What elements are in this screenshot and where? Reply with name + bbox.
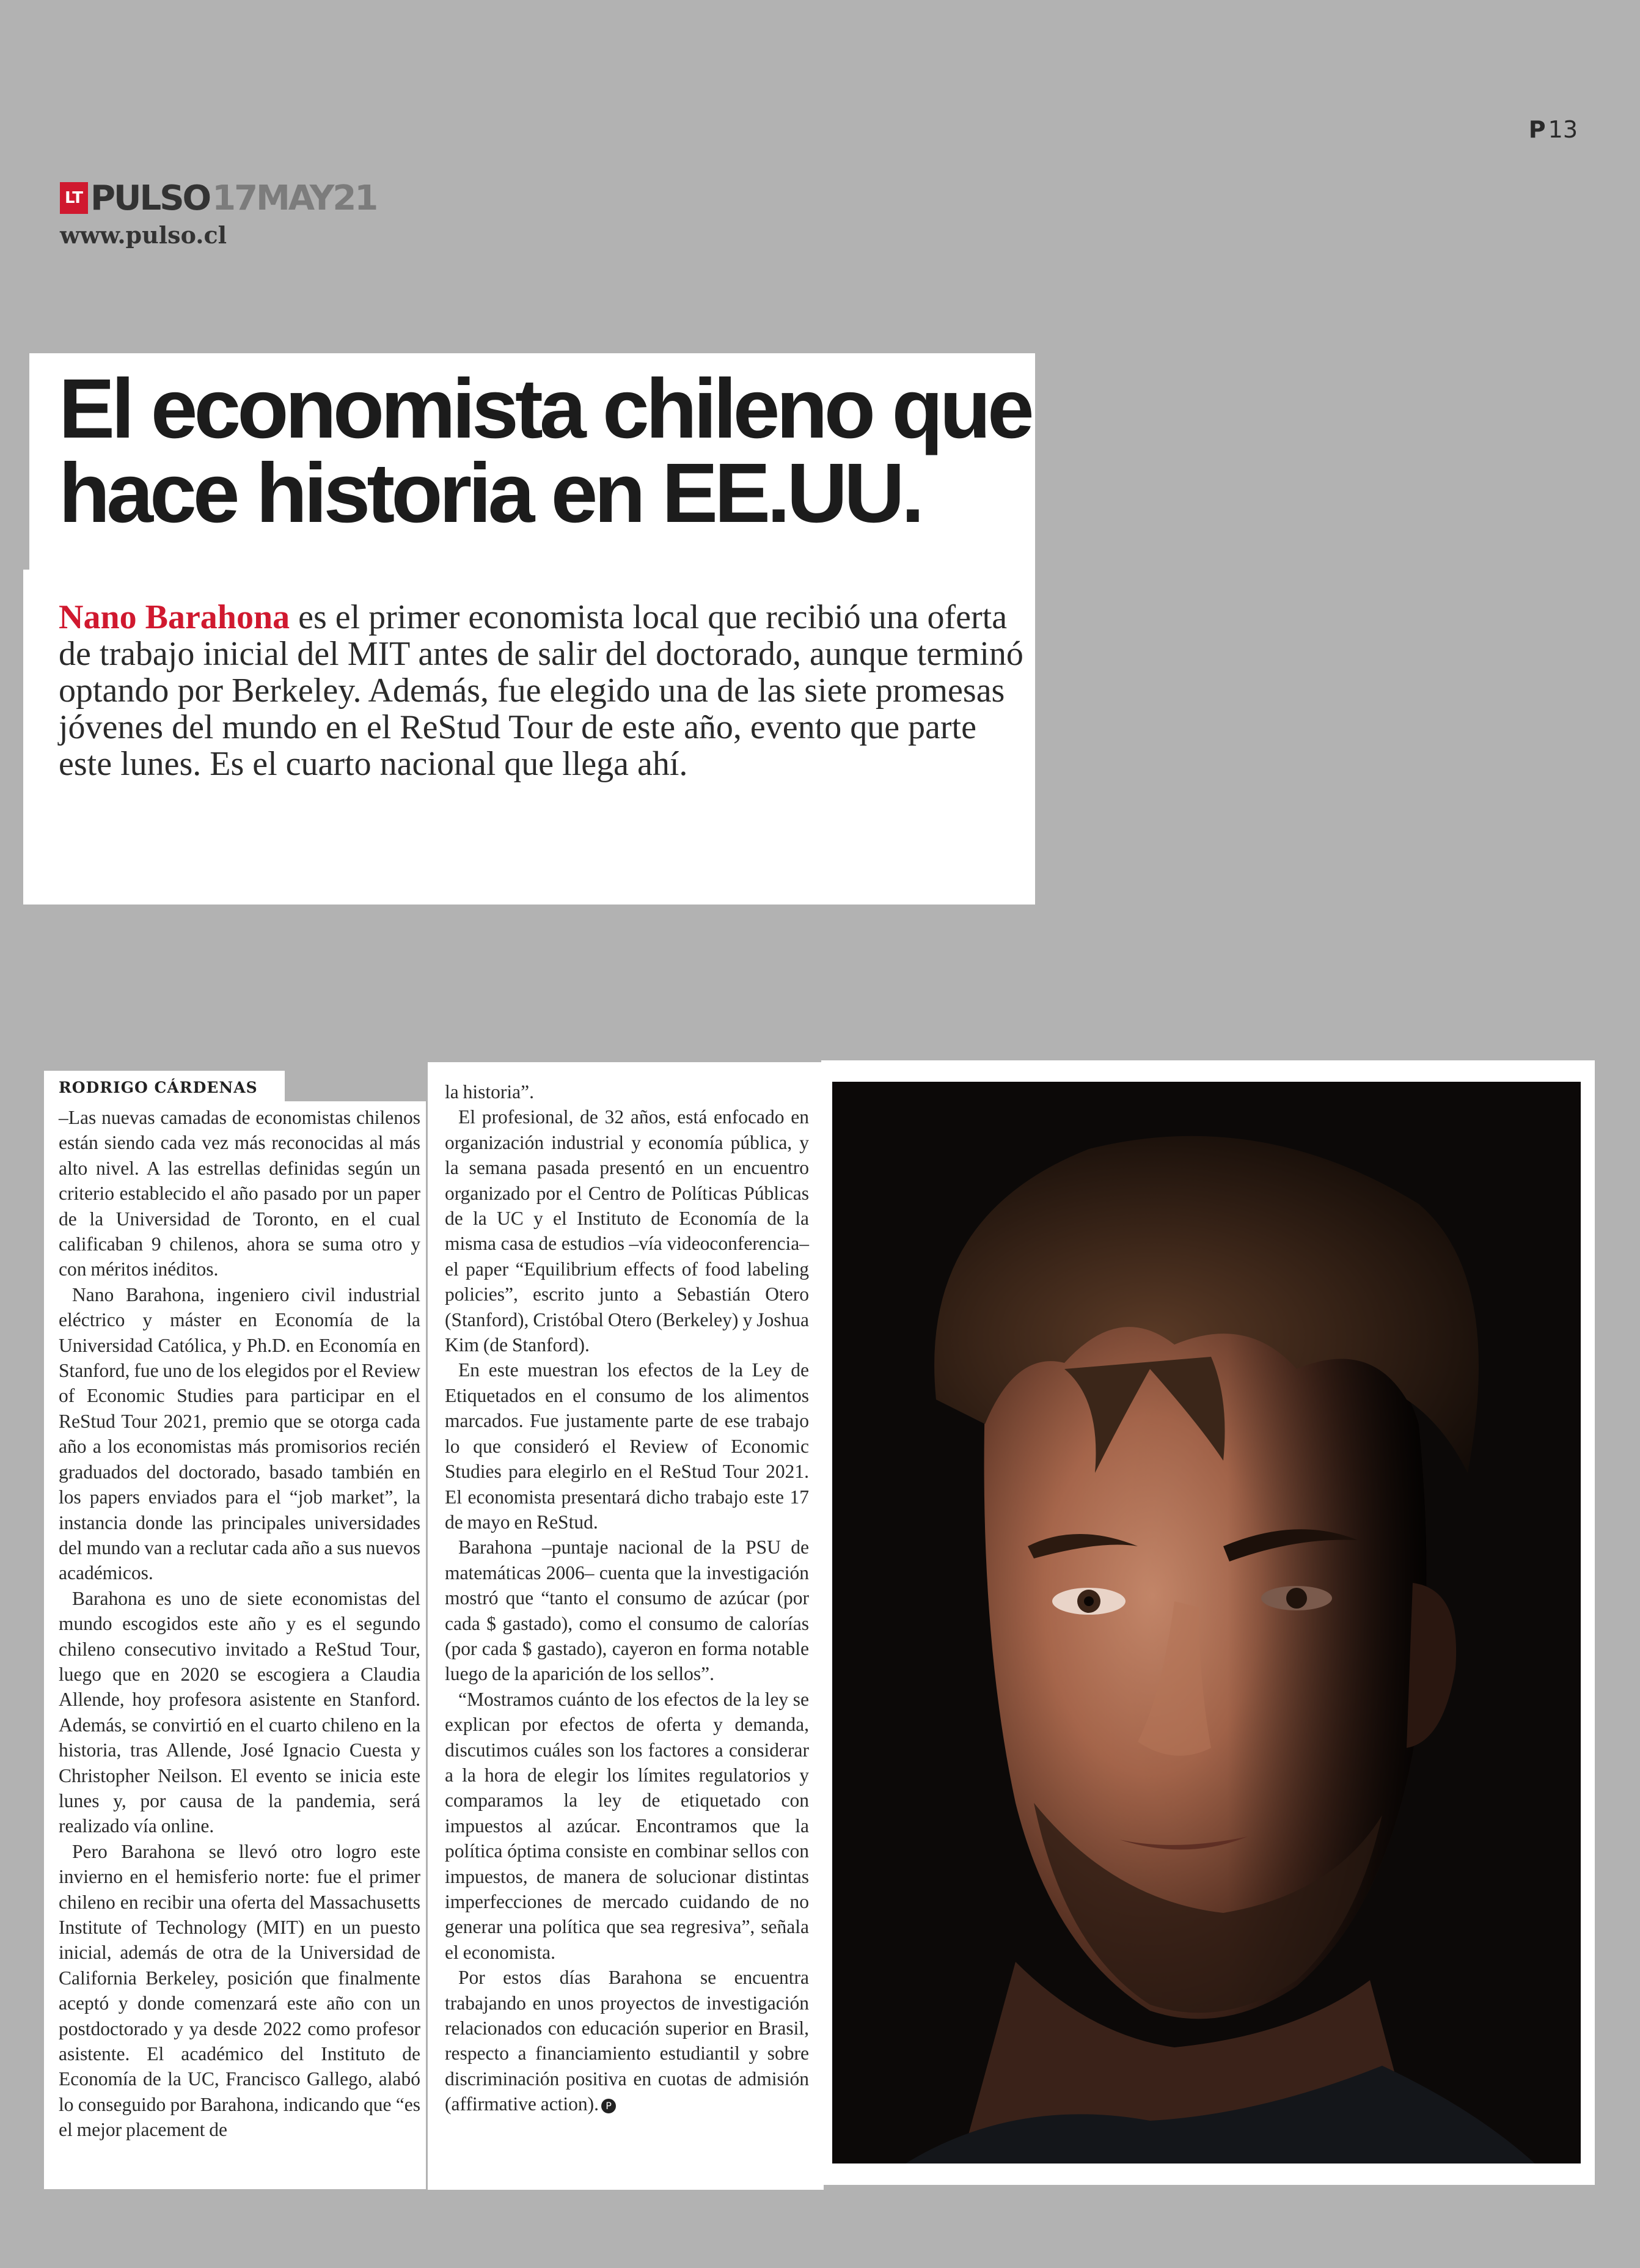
article-column-2 (445, 1079, 809, 2117)
paragraph: Nano Barahona, ingeniero civil industrial eléctrico y máster en Economía de la Universidad Católica, y Ph.D. en Economía en Stanford, fue uno de los elegidos por el Review of Economic Studies para participar en el ReStud Tour 2021, premio que se otorga cada año a los economistas más promisorios recién graduados del doctorado, basado también en los papers enviados para el “job market”, la instancia donde las principales universidades del mundo van a reclutar cada año a sus nuevos académicos. (59, 1283, 420, 1584)
lt-logo: LT (60, 182, 88, 214)
paragraph: Pero Barahona se llevó otro logro este invierno en el hemisferio norte: fue el primer chileno en recibir una oferta del Massachusetts Institute of Technology (MIT) en un puesto inicial, además de otra de la Universidad de California Berkeley, posición que finalmente aceptó y donde comenzará este año con un postdoctorado y ya desde 2022 como profesor asistente. El académico del Instituto de Economía de la UC, Francisco Gallego, alabó lo conseguido por Barahona, indicando que “es el mejor placement de (59, 1840, 420, 2141)
headline-line-2: hace historia en EE.UU. (59, 446, 921, 540)
headline (59, 362, 1036, 540)
paragraph-last (445, 1965, 809, 2116)
site-url[interactable]: www.pulso.cl (60, 221, 227, 249)
section-name: PULSO (90, 178, 210, 218)
deck-text: es el primer economista local que recibió una oferta de trabajo inicial del MIT antes de salir del doctorado, aunque terminó optando por Berkeley. Además, fue elegido una de las siete promesas jóvenes del mundo en el ReStud Tour de este año, evento que parte este lunes. Es el cuarto nacional que llega ahí. (59, 598, 1023, 783)
end-mark-icon: P (601, 2099, 616, 2113)
issue-date: 17MAY21 (212, 178, 377, 218)
byline: RODRIGO CÁRDENAS (59, 1079, 258, 1096)
paragraph: Por estos días Barahona se encuentra trabajando en unos proyectos de investigación relacionados con educación superior en Brasil, respecto a financiamiento estudiantil y sobre discriminación positiva en cuotas de admisión (affirmative action). (445, 1967, 809, 2115)
masthead (60, 178, 376, 218)
article-column-1 (59, 1105, 420, 2143)
portrait-illustration (832, 1082, 1581, 2163)
paragraph: El profesional, de 32 años, está enfocado en organización industrial y economía pública, y la semana pasada presentó en un encuentro organizado por el Centro de Políticas Públicas de la UC y el Instituto de Economía de la misma casa de estudios –vía videoconferencia– el paper “Equilibrium effects of food labeling policies”, escrito junto a Sebastián Otero (Stanford), Cristóbal Otero (Berkeley) y Joshua Kim (de Stanford). (445, 1106, 809, 1356)
paragraph: “Mostramos cuánto de los efectos de la ley se explican por efectos de oferta y demanda, discutimos cuáles son los factores a considerar a la hora de elegir los límites regulatorios y comparamos la ley de etiquetado con impuestos al azúcar. Encontramos que la política óptima consiste en combinar sellos con impuestos, de manera de solucionar distintas imperfecciones de mercado cuidando de no generar una política que sea regresiva”, señala el economista. (445, 1688, 809, 1963)
paragraph: Barahona es uno de siete economistas del mundo escogidos este año y es el segundo chileno consecutivo invitado a ReStud Tour, luego que en 2020 se escogiera a Claudia Allende, hoy profesora asistente en Stanford. Además, se convirtió en el cuarto chileno en la historia, tras Allende, José Ignacio Cuesta y Christopher Neilson. El evento se inicia este lunes y, por causa de la pandemia, será realizado vía online. (59, 1587, 420, 1837)
page-number: P 13 (1528, 116, 1578, 143)
headline-line-1: El economista chileno que (59, 362, 1031, 456)
paragraph: En este muestran los efectos de la Ley de Etiquetados en el consumo de los alimentos marcados. Fue justamente parte de ese trabajo lo que consideró el Review of Economic Studies para elegirlo en el ReStud Tour 2021. El economista presentará dicho trabajo este 17 de mayo en ReStud. (445, 1359, 809, 1533)
portrait-photo (832, 1082, 1581, 2163)
deck-highlight-name: Nano Barahona (59, 598, 290, 636)
paragraph: –Las nuevas camadas de economistas chilenos están siendo cada vez más reconocidas al más alto nivel. A las estrellas definidas según un criterio establecido el año pasado por un paper de la Universidad de Toronto, en el cual calificaban 9 chilenos, ahora se suma otro y con méritos inéditos. (59, 1107, 420, 1280)
paragraph: la historia”. (445, 1081, 534, 1103)
paragraph: Barahona –puntaje nacional de la PSU de matemáticas 2006– cuenta que la investigación mostró que “tanto el consumo de azúcar (por cada $ gastado), como el consumo de calorías (por cada $ gastado), cayeron en forma notable luego de la aparición de los sellos”. (445, 1536, 809, 1685)
deck (59, 599, 1024, 782)
